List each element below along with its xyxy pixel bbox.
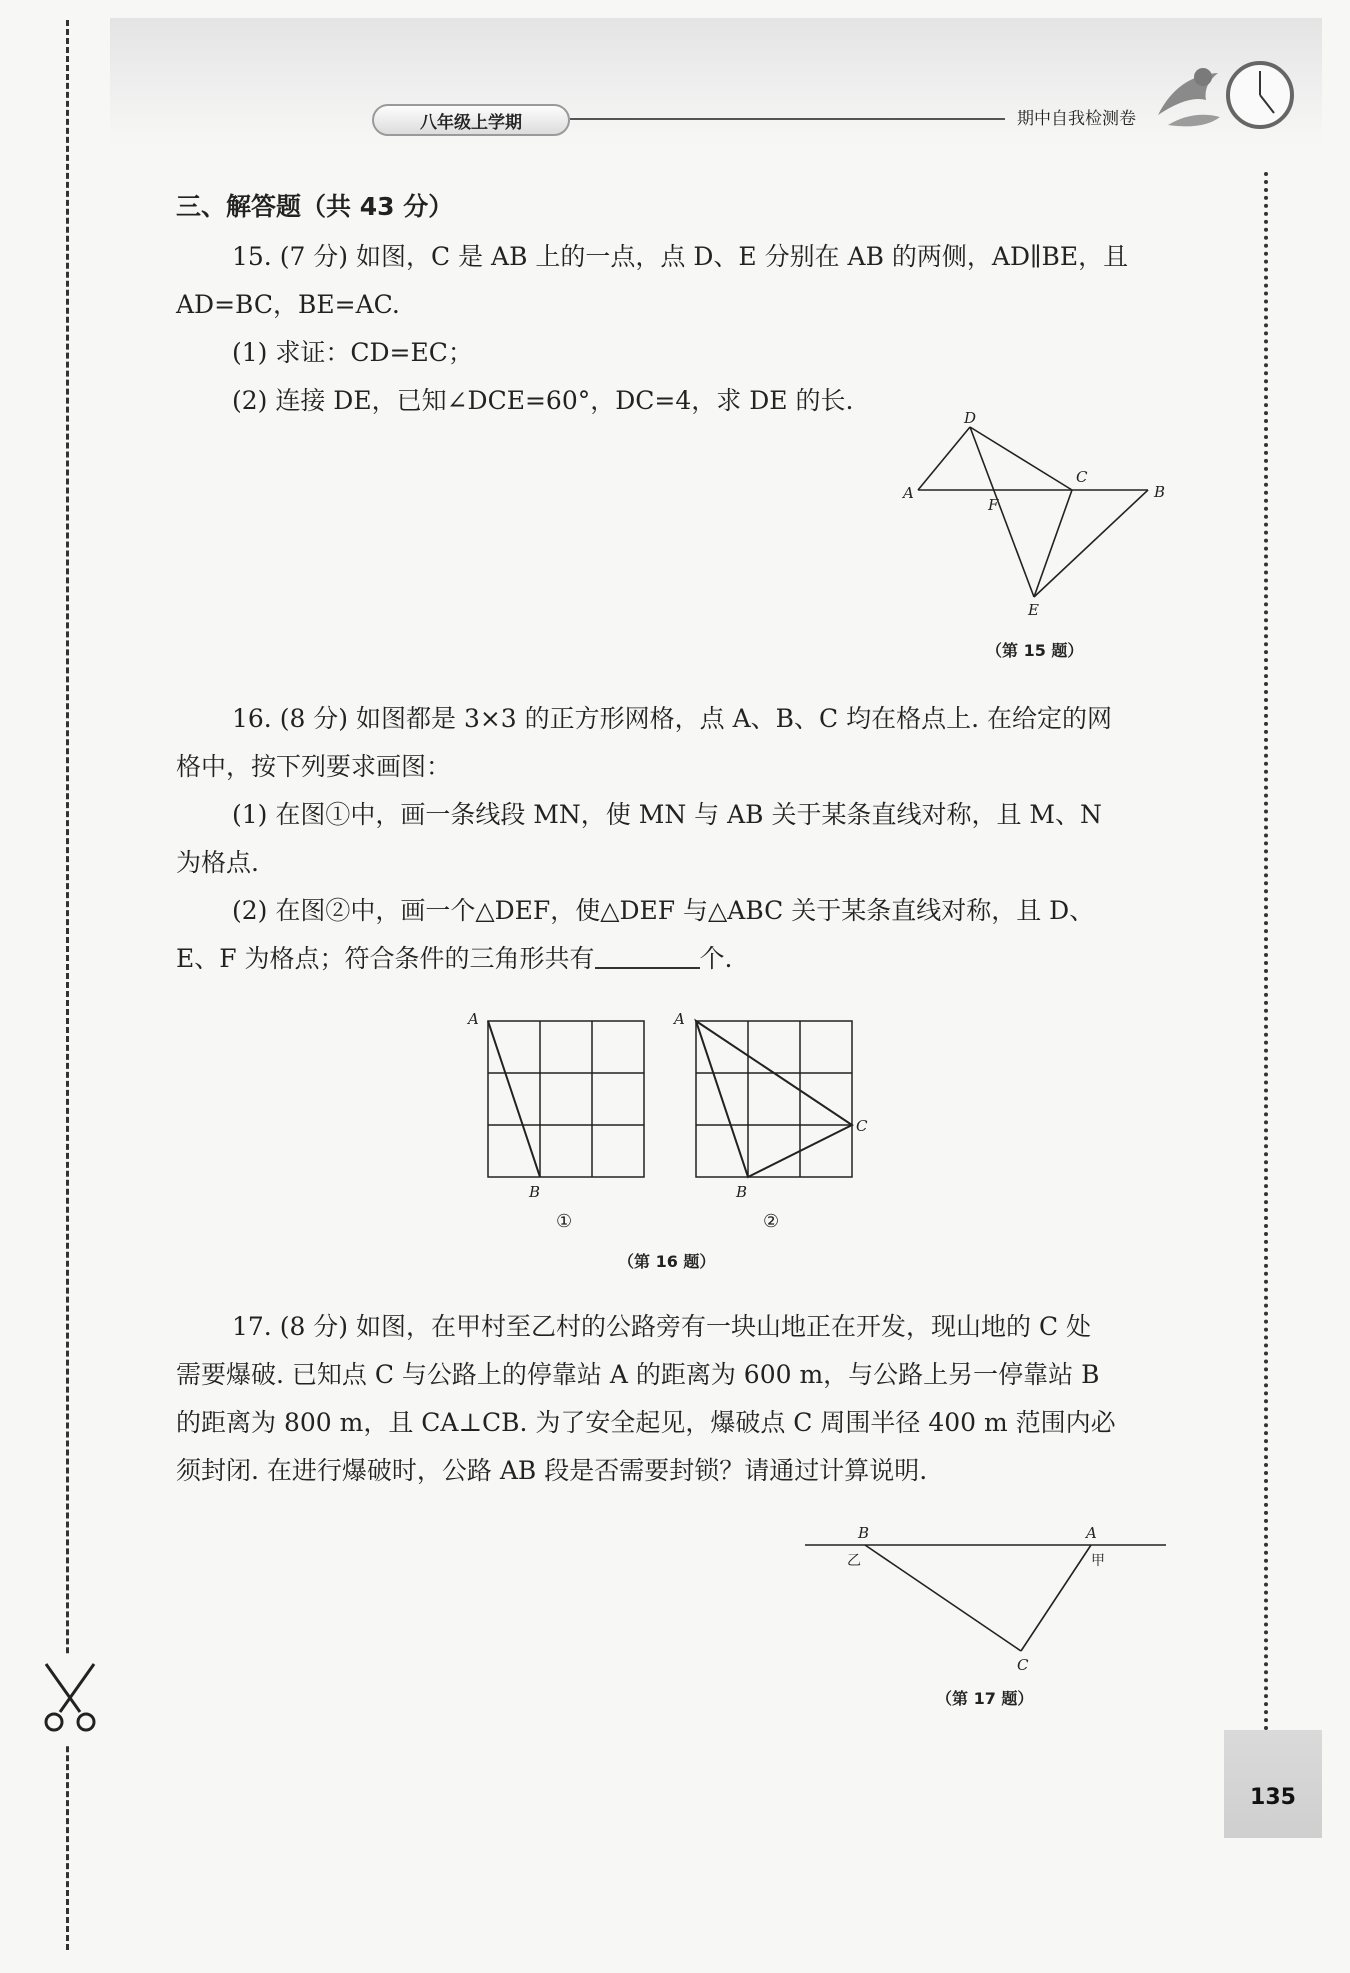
q17-line-4: 须封闭. 在进行爆破时，公路 AB 段是否需要封锁？请通过计算说明. <box>176 1456 928 1485</box>
q16-line-2: 格中，按下列要求画图： <box>176 752 452 781</box>
q15-label-f: F <box>988 496 999 514</box>
q17-caption: （第 17 题） <box>936 1689 1034 1708</box>
q15-figure <box>900 410 1180 630</box>
q17-label-b: B <box>858 1524 870 1542</box>
fig1-label-b: B <box>529 1183 541 1201</box>
segment-ab <box>488 1021 540 1177</box>
q16-part-1-line-1: (1) 在图①中，画一条线段 MN，使 MN 与 AB 关于某条直线对称，且 M、N <box>232 800 1102 829</box>
grade-badge: 八年级上学期 <box>372 104 570 136</box>
dotted-rule <box>1264 172 1268 1732</box>
fig1-number: ① <box>556 1211 573 1232</box>
page-number-box <box>1224 1730 1322 1838</box>
q17-line-3: 的距离为 800 m，且 CA⊥CB. 为了安全起见，爆破点 C 周围半径 400 m 范围内必 <box>176 1408 1116 1437</box>
q15-label-e: E <box>1028 601 1039 619</box>
q17-label-jia: 甲 <box>1091 1553 1105 1569</box>
q17-line-1: 17. (8 分) 如图，在甲村至乙村的公路旁有一块山地正在开发，现山地的 C 处 <box>232 1312 1092 1341</box>
q15-part-2: (2) 连接 DE，已知∠DCE=60°，DC=4，求 DE 的长. <box>232 386 854 415</box>
section-title: 三、解答题（共 43 分） <box>176 192 454 221</box>
fig1-label-a: A <box>468 1010 479 1028</box>
q16-part-2-text-b: 个. <box>699 944 733 973</box>
q15-label-a: A <box>903 484 914 502</box>
fig2-label-c: C <box>856 1117 868 1135</box>
triangle-abc <box>696 1021 852 1177</box>
answer-blank <box>595 943 700 969</box>
grid-2 <box>696 1021 852 1177</box>
q17-label-yi: 乙 <box>847 1553 861 1569</box>
header-rule <box>570 118 1005 120</box>
q16-part-1-line-2: 为格点. <box>176 848 259 877</box>
scissors-icon <box>40 1660 100 1740</box>
q17-figure <box>800 1518 1180 1678</box>
q16-part-2-line-1: (2) 在图②中，画一个△DEF，使△DEF 与△ABC 关于某条直线对称，且 D、 <box>232 896 1095 925</box>
q17-label-a: A <box>1086 1524 1097 1542</box>
q16-part-2-line-2 <box>176 942 733 976</box>
q16-figures <box>460 1005 880 1235</box>
q16-part-2-text-a: E、F 为格点；符合条件的三角形共有 <box>176 944 595 973</box>
page-number: 135 <box>1250 1785 1296 1810</box>
q15-label-d: D <box>964 410 977 427</box>
fig2-number: ② <box>763 1211 780 1232</box>
q15-caption: （第 15 题） <box>986 641 1084 660</box>
q15-line-2: AD=BC，BE=AC. <box>176 290 400 319</box>
q17-line-2: 需要爆破. 已知点 C 与公路上的停靠站 A 的距离为 600 m，与公路上另一停靠站 B <box>176 1360 1100 1389</box>
q15-line-1: 15. (7 分) 如图，C 是 AB 上的一点，点 D、E 分别在 AB 的两侧，AD∥BE，且 <box>232 242 1129 271</box>
q15-label-b: B <box>1154 483 1166 501</box>
q16-caption: （第 16 题） <box>618 1252 716 1271</box>
header-band <box>110 18 1322 146</box>
grid-1 <box>488 1021 644 1177</box>
q16-line-1: 16. (8 分) 如图都是 3×3 的正方形网格，点 A、B、C 均在格点上. 在给定的网 <box>232 704 1113 733</box>
runner-clock-logo <box>1148 55 1308 140</box>
q15-part-1: (1) 求证：CD=EC； <box>232 338 473 367</box>
q17-label-c: C <box>1017 1656 1029 1674</box>
fig2-label-a: A <box>674 1010 685 1028</box>
header-title: 期中自我检测卷 <box>1017 109 1136 129</box>
q15-label-c: C <box>1076 468 1088 486</box>
fig2-label-b: B <box>736 1183 748 1201</box>
